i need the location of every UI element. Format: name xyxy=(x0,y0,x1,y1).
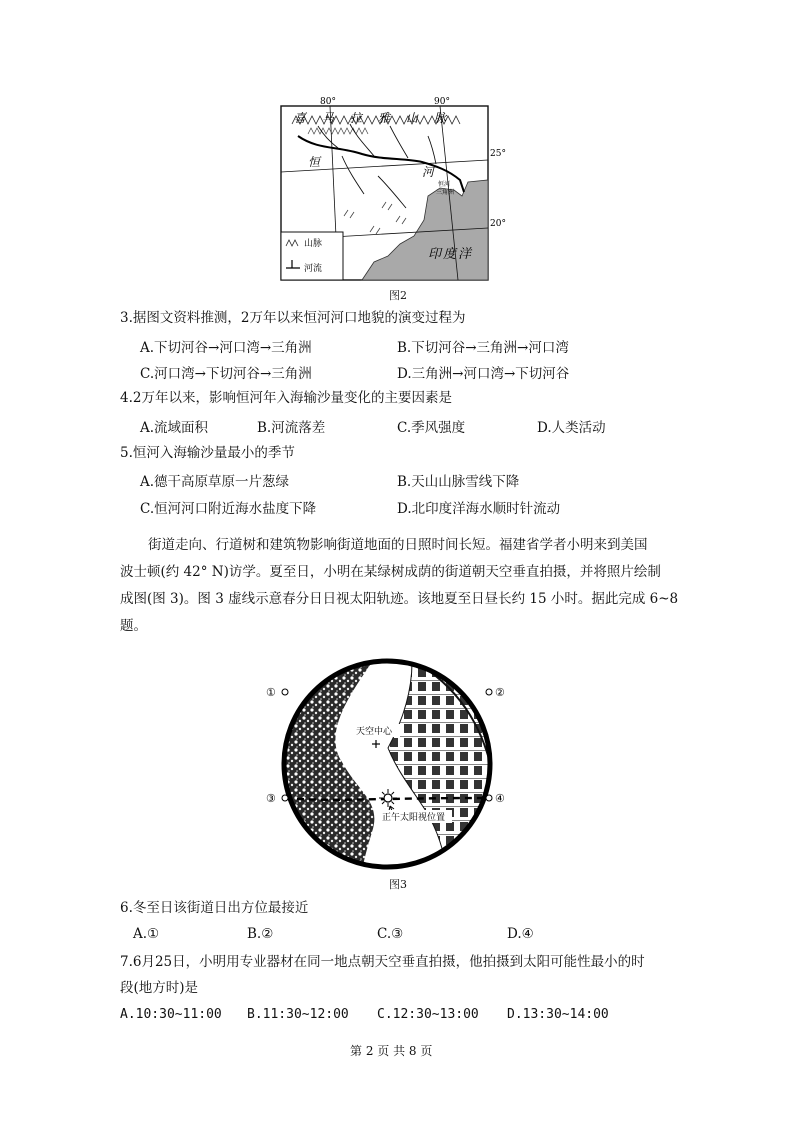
lon-80-label: 80° xyxy=(320,97,336,107)
q4-option-a: A.流域面积 xyxy=(140,420,209,436)
q6-option-a: A.① xyxy=(133,926,160,942)
marker-4-dot xyxy=(486,795,492,801)
noon-sun-label: 正午太阳视位置 xyxy=(382,813,446,823)
ocean-label: 印度洋 xyxy=(428,247,474,262)
q7-option-d: D.13:30~14:00 xyxy=(507,1007,609,1022)
marker-1-label: ① xyxy=(266,686,276,699)
q4-option-d: D.人类活动 xyxy=(537,420,606,436)
legend-mountain-label: 山脉 xyxy=(304,239,323,249)
marker-2-label: ② xyxy=(495,686,505,699)
q6-option-d: D.④ xyxy=(507,926,534,942)
q5-option-a: A.德干高原草原一片葱绿 xyxy=(140,474,290,490)
passage-line-1: 街道走向、行道树和建筑物影响街道地面的日照时间长短。福建省学者小明来到美国 xyxy=(148,537,648,553)
delta-label-1: 恒河 xyxy=(438,181,451,188)
sky-center-label: 天空中心 xyxy=(356,727,393,737)
q3-option-c: C.河口湾→下切河谷→三角洲 xyxy=(140,366,312,382)
passage-line-2: 波士顿(约 42° N)访学。夏至日，小明在某绿树成荫的街道朝天空垂直拍摄，并将照片绘制 xyxy=(120,564,661,580)
q6-option-b: B.② xyxy=(247,926,274,942)
ganges-map-svg xyxy=(278,96,518,286)
lat-25-label: 25° xyxy=(490,149,506,159)
legend-river-label: 河流 xyxy=(304,264,323,274)
marker-3-dot xyxy=(282,795,288,801)
question-4-stem: 4.2万年以来，影响恒河年入海输沙量变化的主要因素是 xyxy=(120,390,452,406)
q7-option-a: A.10:30~11:00 xyxy=(120,1007,222,1022)
question-7-stem-line-1: 7.6月25日，小明用专业器材在同一地点朝天空垂直拍摄，他拍摄到太阳可能性最小的时 xyxy=(120,954,645,970)
marker-4-label: ④ xyxy=(495,792,505,805)
question-5-stem: 5.恒河入海输沙量最小的季节 xyxy=(120,445,295,461)
q3-option-b: B.下切河谷→三角洲→河口湾 xyxy=(397,340,569,356)
passage-line-4: 题。 xyxy=(120,618,147,634)
sky-photo-svg xyxy=(262,652,512,874)
q4-option-b: B.河流落差 xyxy=(257,420,326,436)
figure-3-sky-photo xyxy=(262,652,512,874)
lon-90-label: 90° xyxy=(434,97,450,107)
river-label-he: 河 xyxy=(422,165,435,179)
q5-option-c: C.恒河河口附近海水盐度下降 xyxy=(140,501,317,517)
lat-20-label: 20° xyxy=(490,219,506,229)
figure-2-map xyxy=(278,96,518,286)
q7-option-c: C.12:30~13:00 xyxy=(377,1007,479,1022)
question-6-stem: 6.冬至日该街道日出方位最接近 xyxy=(120,900,309,916)
q5-option-b: B.天山山脉雪线下降 xyxy=(397,474,520,490)
marker-3-label: ③ xyxy=(266,792,276,805)
noon-sun-icon xyxy=(384,794,392,802)
river-label-heng: 恒 xyxy=(308,155,321,169)
himalaya-label: 喜马拉雅山脉 xyxy=(294,111,463,125)
figure-3-caption: 图3 xyxy=(389,878,407,891)
q7-option-b: B.11:30~12:00 xyxy=(247,1007,349,1022)
marker-1-dot xyxy=(282,689,288,695)
q6-option-c: C.③ xyxy=(377,926,404,942)
page-number: 第 2 页 共 8 页 xyxy=(350,1044,433,1058)
question-7-stem-line-2: 段(地方时)是 xyxy=(120,980,199,996)
figure-2-caption: 图2 xyxy=(389,289,407,302)
q3-option-a: A.下切河谷→河口湾→三角洲 xyxy=(140,340,312,356)
q3-option-d: D.三角洲→河口湾→下切河谷 xyxy=(397,366,570,382)
q4-option-c: C.季风强度 xyxy=(397,420,466,436)
question-3-stem: 3.据图文资料推测，2万年以来恒河河口地貌的演变过程为 xyxy=(120,310,466,326)
delta-label-2: 三角洲 xyxy=(436,189,455,196)
marker-2-dot xyxy=(486,689,492,695)
passage-line-3: 成图(图 3)。图 3 虚线示意春分日日视太阳轨迹。该地夏至日昼长约 15 小时。据此完成 6~8 xyxy=(120,591,679,607)
q5-option-d: D.北印度洋海水顺时针流动 xyxy=(397,501,561,517)
